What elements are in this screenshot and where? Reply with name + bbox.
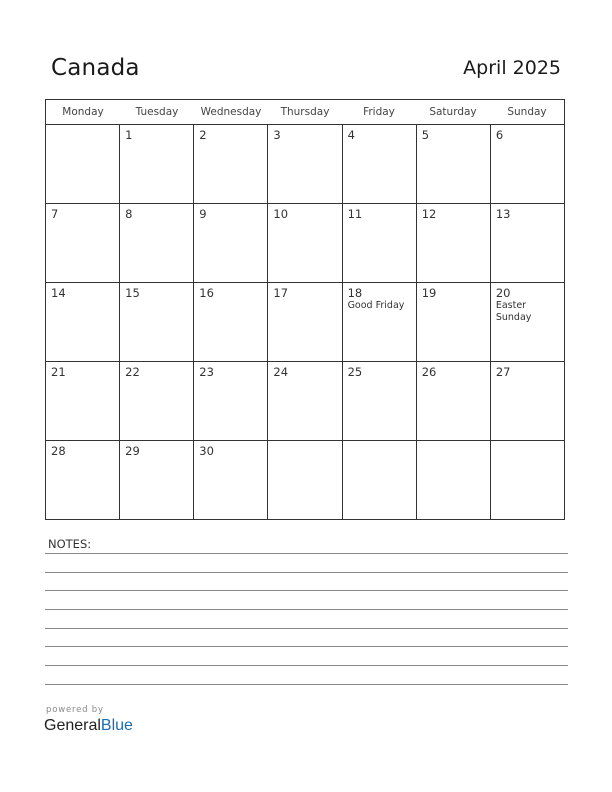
weekday-tuesday: Tuesday: [135, 106, 179, 118]
note-line: [45, 590, 568, 591]
date-number: 24: [273, 365, 289, 379]
day-cell: [417, 204, 491, 282]
powered-by-text: powered by: [46, 705, 104, 715]
weekday-thursday: Thursday: [280, 106, 330, 118]
date-number: 23: [199, 365, 214, 379]
date-number: 15: [125, 286, 140, 300]
note-line: [45, 628, 568, 629]
note-line: [45, 572, 568, 573]
day-cell: [120, 125, 194, 203]
weekday-saturday: Saturday: [429, 106, 477, 118]
day-cell: [491, 441, 564, 519]
date-number: 29: [125, 444, 140, 458]
date-number: 13: [495, 207, 511, 221]
date-number: 6: [495, 128, 504, 142]
day-cell: [194, 283, 268, 361]
week-row-4: [46, 362, 564, 441]
date-number: 20: [495, 286, 511, 300]
weekday-monday: Monday: [62, 106, 104, 118]
day-cell: [343, 283, 417, 361]
weekday-sunday: Sunday: [507, 106, 547, 118]
day-cell: [343, 362, 417, 440]
holiday-label: Good Friday: [347, 300, 405, 311]
date-number: 7: [51, 207, 59, 221]
day-cell: [194, 125, 268, 203]
day-cell: [194, 362, 268, 440]
day-cell: [268, 441, 342, 519]
date-number: 26: [421, 365, 437, 379]
day-cell: [194, 441, 268, 519]
date-number: 18: [347, 286, 363, 300]
date-number: 8: [125, 207, 133, 221]
day-cell: [343, 125, 417, 203]
date-number: 22: [125, 365, 140, 379]
day-cell: [120, 362, 194, 440]
week-row-1: [46, 125, 564, 204]
date-number: 11: [347, 207, 363, 221]
week-row-5: [46, 441, 564, 519]
day-cell: [491, 204, 564, 282]
brand-name-blue: Blue: [100, 717, 133, 734]
note-line: [45, 646, 568, 647]
date-number: 28: [51, 444, 66, 458]
notes-label: NOTES:: [48, 537, 92, 551]
day-cell: [491, 125, 564, 203]
date-number: 9: [199, 207, 207, 221]
brand-name-general: General: [44, 717, 101, 734]
note-line: [45, 665, 568, 666]
note-line: [45, 684, 568, 685]
date-number: 2: [199, 128, 207, 142]
note-line: [45, 553, 568, 554]
week-row-3: [46, 283, 564, 362]
day-cell: [120, 441, 194, 519]
day-cell: [46, 125, 120, 203]
date-number: 5: [421, 128, 430, 142]
date-number: 1: [125, 128, 133, 142]
date-number: 12: [421, 207, 437, 221]
weekday-friday: Friday: [363, 106, 395, 118]
date-number: 4: [347, 128, 355, 142]
month-year-title: April 2025: [463, 57, 561, 79]
date-number: 17: [273, 286, 289, 300]
day-cell: [268, 362, 342, 440]
day-cell: [46, 362, 120, 440]
day-cell: [120, 283, 194, 361]
country-title: Canada: [51, 55, 140, 81]
note-line: [45, 609, 568, 610]
date-number: 27: [495, 365, 511, 379]
week-row-2: [46, 204, 564, 283]
holiday-label: Easter Sunday: [495, 300, 532, 323]
date-number: 10: [273, 207, 289, 221]
day-cell: [268, 204, 342, 282]
day-cell: [120, 204, 194, 282]
day-cell: [417, 362, 491, 440]
day-cell: [46, 204, 120, 282]
date-number: 19: [421, 286, 437, 300]
day-cell: [417, 441, 491, 519]
weekday-wednesday: Wednesday: [200, 106, 262, 118]
day-cell: [417, 125, 491, 203]
day-cell: [491, 362, 564, 440]
date-number: 16: [199, 286, 214, 300]
day-cell: [417, 283, 491, 361]
weekday-header-row: [46, 100, 564, 125]
day-cell: [46, 283, 120, 361]
date-number: 14: [51, 286, 66, 300]
date-number: 21: [51, 365, 66, 379]
day-cell: [268, 125, 342, 203]
date-number: 25: [347, 365, 363, 379]
day-cell: [268, 283, 342, 361]
date-number: 30: [199, 444, 214, 458]
day-cell: [491, 283, 564, 361]
day-cell: [46, 441, 120, 519]
day-cell: [194, 204, 268, 282]
day-cell: [343, 441, 417, 519]
brand-logo: [44, 717, 133, 735]
calendar-grid: [45, 99, 565, 520]
date-number: 3: [273, 128, 281, 142]
day-cell: [343, 204, 417, 282]
